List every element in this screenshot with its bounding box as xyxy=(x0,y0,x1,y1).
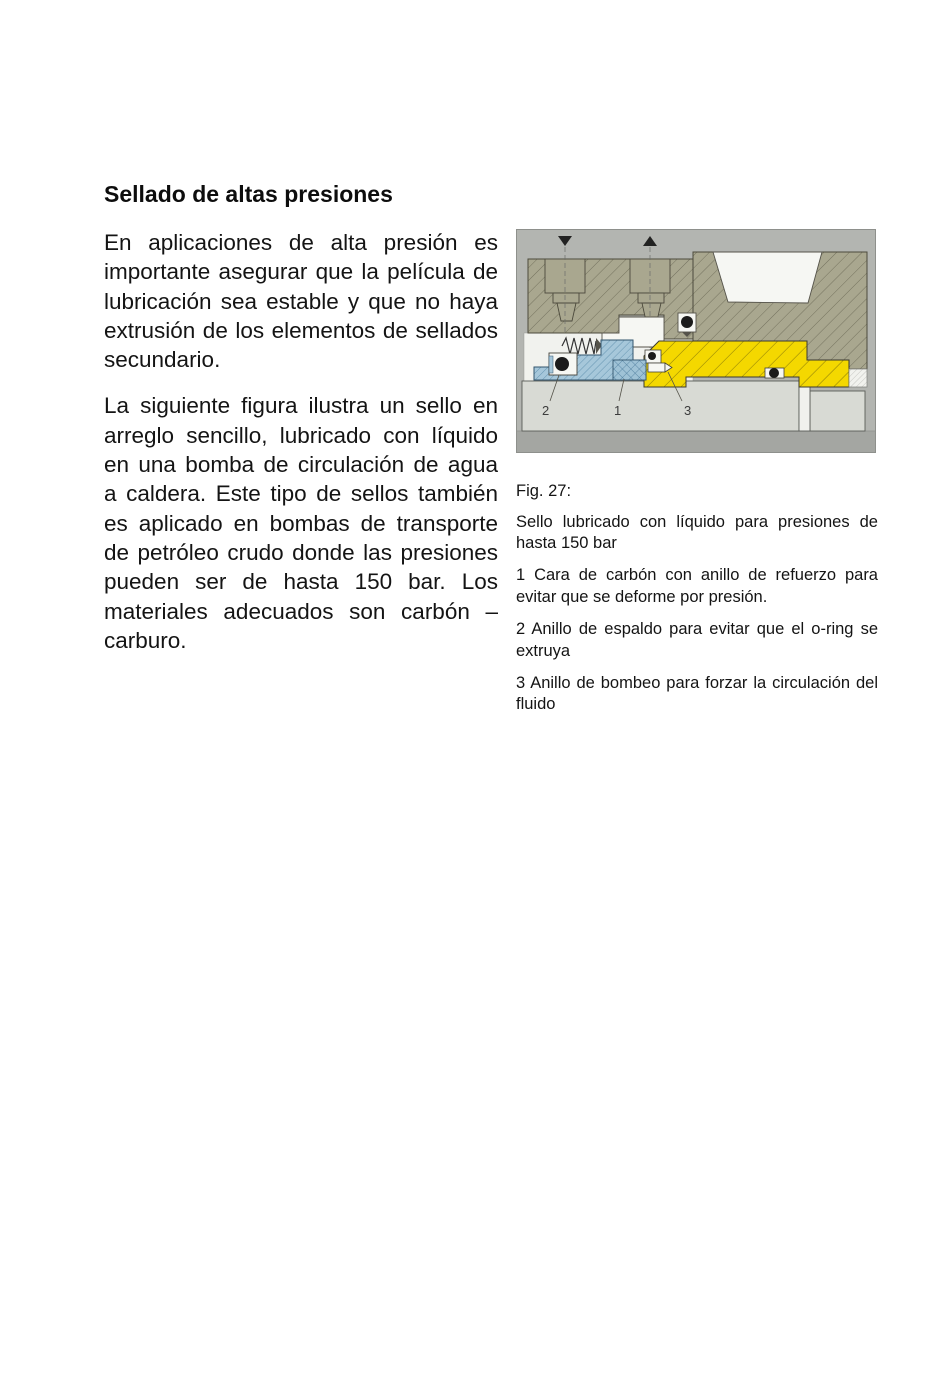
body-paragraph: En aplicaciones de alta presión es importante asegurar que la película de lubricación sea estable y que no haya extrusión de los elementos de sellados secundario. xyxy=(104,230,498,373)
callout-number: 3 xyxy=(684,403,692,418)
o-ring-right xyxy=(765,368,784,378)
figure-callout: 3 Anillo de bombeo para forzar la circulación del fluido xyxy=(516,673,878,714)
section-heading: Sellado de altas presiones xyxy=(104,181,393,207)
body-paragraph: La siguiente figura ilustra un sello en arreglo sencillo, lubricado con líquido en una bomba de circulación de agua a caldera. Este tipo de sellos también es aplicado en bombas de transporte de petróleo crudo donde las presiones pueden ser de hasta 150 bar. Los materiales adecuados son carbón – carburo. xyxy=(104,393,498,653)
seal-cross-section-diagram xyxy=(516,229,876,453)
callout-number: 1 xyxy=(614,403,622,418)
o-ring-small xyxy=(645,350,661,363)
housing-notch xyxy=(713,252,822,303)
text-column xyxy=(104,180,498,672)
diagram-bottom-band xyxy=(516,431,876,453)
figure-label: Fig. 27: xyxy=(516,482,572,500)
carbon-face-block xyxy=(613,360,646,380)
figure-column xyxy=(516,229,878,726)
o-ring-backup xyxy=(549,353,577,375)
callout-number: 2 xyxy=(542,403,550,418)
figure-callout: 1 Cara de carbón con anillo de refuerzo para evitar que se deforme por presión. xyxy=(516,566,878,606)
throttle-bush xyxy=(849,369,867,387)
figure-caption: Sello lubricado con líquido para presiones de hasta 150 bar xyxy=(516,512,878,553)
figure-callout: 2 Anillo de espaldo para evitar que el o-ring se extruya xyxy=(516,619,878,660)
